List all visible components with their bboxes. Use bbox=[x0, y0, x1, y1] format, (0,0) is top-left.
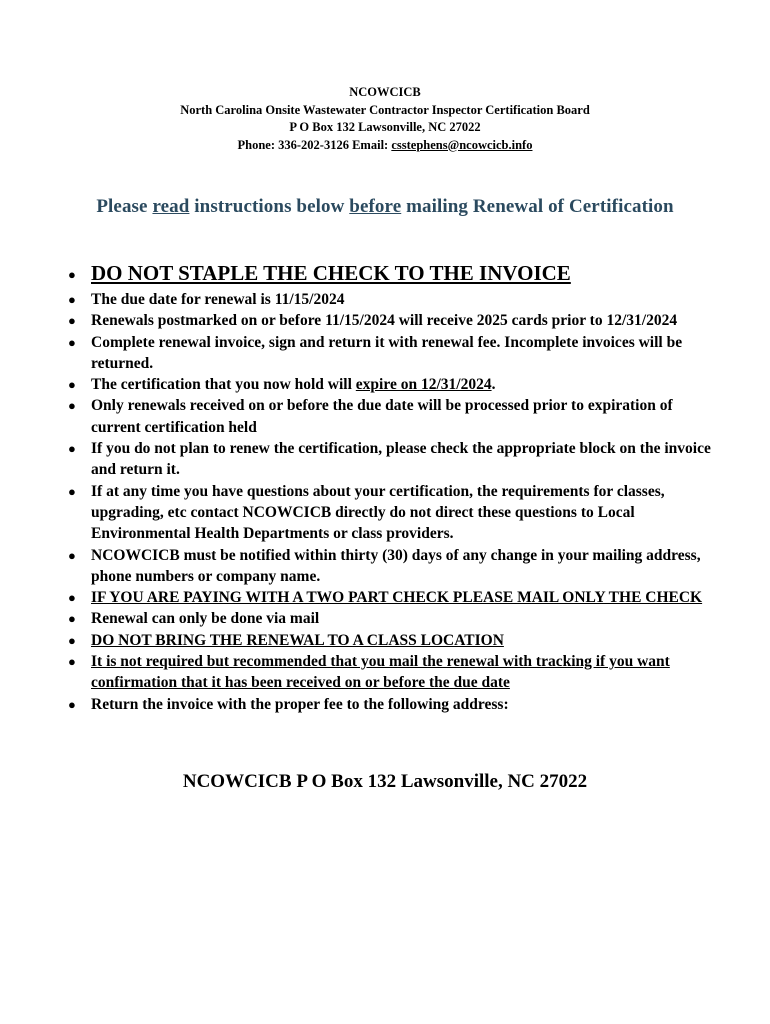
item-text: IF YOU ARE PAYING WITH A TWO PART CHECK PLEASE MAIL ONLY THE CHECK bbox=[91, 589, 703, 607]
item-text: Return the invoice with the proper fee to the following address: bbox=[91, 695, 509, 713]
contact-line bbox=[0, 137, 770, 155]
item-text: DO NOT STAPLE THE CHECK TO THE INVOICE bbox=[91, 261, 571, 285]
po-box: P O Box 132 Lawsonville, NC 27022 bbox=[289, 120, 481, 134]
title-part2: instructions below bbox=[189, 196, 350, 217]
bullet-icon: ● bbox=[68, 547, 76, 563]
list-item bbox=[66, 651, 726, 694]
title-part3: mailing Renewal of Certification bbox=[401, 196, 674, 217]
item-text: Only renewals received on or before the due date will be processed prior to expiration of current certification held bbox=[91, 397, 673, 436]
bullet-icon: ● bbox=[68, 441, 76, 457]
bullet-icon: ● bbox=[68, 590, 76, 606]
list-item bbox=[66, 545, 726, 588]
item-text: Renewal can only be done via mail bbox=[91, 610, 320, 628]
item-text: The certification that you now hold will bbox=[91, 376, 356, 394]
list-item bbox=[66, 310, 726, 331]
list-item bbox=[66, 289, 726, 310]
list-item bbox=[66, 259, 726, 287]
bullet-icon: ● bbox=[68, 611, 76, 627]
list-item bbox=[66, 374, 726, 395]
org-name: NCOWCICB bbox=[349, 85, 421, 99]
item-text-end: . bbox=[491, 376, 496, 394]
letterhead bbox=[0, 84, 770, 154]
instructions-title bbox=[0, 196, 770, 218]
instruction-list bbox=[66, 259, 726, 715]
bullet-icon: ● bbox=[68, 313, 76, 329]
phone-label: Phone: 336-202-3126 Email: bbox=[237, 137, 392, 152]
item-text: Renewals postmarked on or before 11/15/2024 will receive 2025 cards prior to 12/31/2024 bbox=[91, 312, 678, 330]
bullet-icon: ● bbox=[68, 483, 76, 499]
bullet-icon: ● bbox=[68, 334, 76, 350]
item-text: If you do not plan to renew the certification, please check the appropriate block on the invoice and return it. bbox=[91, 440, 711, 479]
list-item bbox=[66, 332, 726, 375]
item-text: The due date for renewal is 11/15/2024 bbox=[91, 291, 345, 308]
bullet-icon: ● bbox=[68, 398, 76, 414]
item-text: NCOWCICB must be notified within thirty (30) days of any change in your mailing address, phone numbers or company name. bbox=[91, 546, 701, 585]
list-item bbox=[66, 608, 726, 629]
title-before: before bbox=[349, 196, 402, 217]
list-item bbox=[66, 438, 726, 481]
bullet-icon: ● bbox=[68, 654, 76, 670]
title-part1: Please bbox=[96, 196, 153, 217]
list-item bbox=[66, 587, 726, 608]
list-item bbox=[66, 395, 726, 438]
list-item bbox=[66, 481, 726, 545]
bullet-icon: ● bbox=[68, 292, 76, 307]
bullet-icon: ● bbox=[68, 632, 76, 648]
expiry-date: expire on 12/31/2024 bbox=[355, 376, 492, 394]
list-item bbox=[66, 694, 726, 715]
item-text: If at any time you have questions about your certification, the requirements for classes, upgrading, etc contact NCOWCICB directly do not direct these questions to Local Environmental Health Departments or class providers. bbox=[91, 482, 665, 543]
title-read: read bbox=[152, 196, 190, 217]
bullet-icon: ● bbox=[68, 377, 76, 393]
item-text: DO NOT BRING THE RENEWAL TO A CLASS LOCATION bbox=[91, 631, 504, 649]
bullet-icon: ● bbox=[68, 696, 76, 712]
bullet-icon: ● bbox=[68, 267, 76, 282]
board-name: North Carolina Onsite Wastewater Contractor Inspector Certification Board bbox=[180, 102, 590, 117]
item-text: Complete renewal invoice, sign and return it with renewal fee. Incomplete invoices will be returned. bbox=[91, 333, 683, 372]
item-text: It is not required but recommended that you mail the renewal with tracking if you want confirmation that it has been received on or before the due date bbox=[91, 653, 670, 692]
mailing-address: NCOWCICB P O Box 132 Lawsonville, NC 27022 bbox=[182, 771, 588, 792]
email-link[interactable]: csstephens@ncowcicb.info bbox=[391, 137, 533, 152]
list-item bbox=[66, 630, 726, 651]
